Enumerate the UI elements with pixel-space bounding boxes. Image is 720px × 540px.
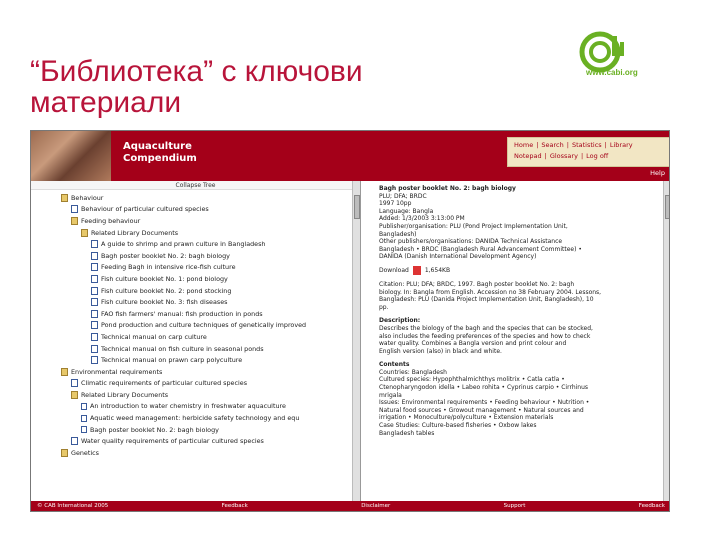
tree-item[interactable] bbox=[31, 320, 360, 332]
document-icon bbox=[91, 333, 98, 341]
tree-item-label: Environmental requirements bbox=[71, 367, 163, 376]
tree-item-label: Bagh poster booklet No. 2: bagh biology bbox=[90, 425, 219, 434]
tree-item-label: Feeding Bagh in intensive rice-fish culture bbox=[101, 263, 236, 272]
folder-icon bbox=[61, 368, 68, 376]
tree-item[interactable] bbox=[31, 343, 360, 355]
tree-item[interactable] bbox=[31, 412, 360, 424]
download-size[interactable]: 1,654KB bbox=[424, 266, 451, 274]
tree-item-label: Feeding behaviour bbox=[81, 216, 141, 225]
tree-item-label: Bagh poster booklet No. 2: bagh biology bbox=[101, 251, 230, 260]
citation-line: biology. In: Bangla from English. Accession no 38 February 2004. Lessons, bbox=[379, 288, 602, 296]
detail-scrollbar[interactable] bbox=[663, 181, 670, 503]
tree-item[interactable] bbox=[31, 273, 360, 285]
tree-item[interactable] bbox=[31, 354, 360, 366]
meta-line: Bangladesh) bbox=[379, 230, 417, 238]
detail-pane bbox=[371, 181, 670, 503]
description-text bbox=[379, 325, 663, 355]
document-icon bbox=[91, 310, 98, 318]
nav-home[interactable]: Home bbox=[514, 141, 534, 149]
meta-line: Bangladesh • BRDC (Bangladesh Rural Advancement Committee) • bbox=[379, 245, 582, 253]
app-banner bbox=[31, 131, 670, 181]
tree-item[interactable] bbox=[31, 447, 360, 459]
download-row bbox=[379, 266, 663, 275]
copyright: © CAB International 2005 bbox=[37, 503, 109, 509]
document-icon bbox=[71, 379, 78, 387]
tree-item[interactable] bbox=[31, 227, 360, 239]
meta-line: PLU; DFA; BRDC bbox=[379, 192, 427, 200]
nav-row-2: Notepad | Glossary | Log off bbox=[514, 152, 609, 160]
tree-item-label: Fish culture booklet No. 1: pond biology bbox=[101, 274, 228, 283]
document-icon bbox=[81, 415, 87, 422]
nav-logoff[interactable]: Log off bbox=[586, 152, 609, 160]
description-line: also includes the feeding preferences of the species and how to check bbox=[379, 332, 591, 340]
document-icon bbox=[91, 345, 98, 353]
tree-pane bbox=[31, 181, 361, 503]
contents-list bbox=[379, 369, 663, 437]
document-icon bbox=[81, 403, 87, 410]
description-line: English version (also) in black and white. bbox=[379, 347, 502, 355]
tree-item[interactable] bbox=[31, 366, 360, 378]
app-title bbox=[123, 141, 197, 165]
tree-item[interactable] bbox=[31, 389, 360, 401]
document-icon bbox=[91, 240, 98, 248]
tree-scrollbar[interactable] bbox=[352, 181, 360, 503]
app-screenshot bbox=[30, 130, 670, 512]
tree-item[interactable] bbox=[31, 215, 360, 227]
document-icon bbox=[91, 252, 98, 260]
status-feedback-1[interactable]: Feedback bbox=[221, 503, 248, 509]
description-line: water quality. Combines a Bangla version and print colour and bbox=[379, 340, 567, 348]
meta-line: Language: Bangla bbox=[379, 207, 434, 215]
citation-line: Citation: PLU; DFA; BRDC, 1997. Bagh poster booklet No. 2: bagh bbox=[379, 280, 575, 288]
citation-line: pp. bbox=[379, 303, 389, 311]
slide-title: “Библиотека” с ключови материали bbox=[30, 55, 363, 119]
tree-item-label: Behaviour of particular cultured species bbox=[81, 205, 209, 214]
tree-item-label: Technical manual on carp culture bbox=[101, 332, 207, 341]
folder-icon bbox=[71, 391, 78, 399]
nav-glossary[interactable]: Glossary bbox=[549, 152, 578, 160]
tree-view bbox=[31, 190, 360, 492]
tree-item[interactable] bbox=[31, 308, 360, 320]
tree-item[interactable] bbox=[31, 238, 360, 250]
download-label: Download bbox=[379, 266, 409, 274]
folder-icon bbox=[61, 449, 68, 457]
tree-item[interactable] bbox=[31, 401, 360, 413]
cabi-logo bbox=[552, 28, 672, 88]
tree-item-label: Pond production and culture techniques of genetically improved bbox=[101, 321, 307, 330]
document-meta bbox=[379, 193, 663, 261]
document-icon bbox=[91, 298, 98, 306]
tree-item-label: Water quality requirements of particular cultured species bbox=[81, 437, 264, 446]
folder-icon bbox=[81, 229, 88, 237]
banner-photo bbox=[31, 131, 111, 181]
status-disclaimer[interactable]: Disclaimer bbox=[361, 503, 391, 509]
document-icon bbox=[71, 205, 78, 213]
document-icon bbox=[91, 356, 98, 364]
nav-statistics[interactable]: Statistics bbox=[571, 141, 602, 149]
contents-line: Ctenopharyngodon idella • Labeo rohita • Cyprinus carpio • Cirrhinus bbox=[379, 384, 589, 392]
contents-line: Issues: Environmental requirements • Feeding behaviour • Nutrition • bbox=[379, 399, 590, 407]
tree-item-label: Technical manual on fish culture in seasonal ponds bbox=[101, 344, 264, 353]
tree-item[interactable] bbox=[31, 285, 360, 297]
contents-line: irrigation • Monoculture/polyculture • Extension materials bbox=[379, 414, 554, 422]
contents-line: mrigala bbox=[379, 391, 402, 399]
tree-item[interactable] bbox=[31, 204, 360, 216]
contents-line: Natural food sources • Growout management • Natural sources and bbox=[379, 406, 584, 414]
nav-notepad[interactable]: Notepad bbox=[514, 152, 542, 160]
tree-item[interactable] bbox=[31, 250, 360, 262]
folder-icon bbox=[71, 217, 78, 225]
document-icon bbox=[91, 275, 98, 283]
tree-item[interactable] bbox=[31, 378, 360, 390]
pdf-icon[interactable] bbox=[413, 266, 421, 275]
document-icon bbox=[71, 437, 78, 445]
meta-line: Added: 1/3/2003 3:13:00 PM bbox=[379, 215, 465, 223]
logo-url: www.cabi.org bbox=[586, 68, 638, 77]
contents-line: Case Studies: Culture-based fisheries • Oxbow lakes bbox=[379, 422, 537, 430]
citation bbox=[379, 281, 663, 311]
tree-item-label: An introduction to water chemistry in freshwater aquaculture bbox=[90, 402, 286, 411]
meta-line: DANIDA (Danish International Development Agency) bbox=[379, 253, 537, 261]
document-icon bbox=[81, 426, 87, 433]
tree-item-label: Related Library Documents bbox=[81, 390, 169, 399]
contents-heading: Contents bbox=[379, 361, 410, 369]
tree-item[interactable] bbox=[31, 331, 360, 343]
tree-item-label: Fish culture booklet No. 2: pond stocking bbox=[101, 286, 232, 295]
app-title-line1: Aquaculture bbox=[123, 141, 192, 152]
meta-line: Publisher/organisation: PLU (Pond Project Implementation Unit, bbox=[379, 222, 568, 230]
document-heading: Bagh poster booklet No. 2: bagh biology bbox=[379, 185, 516, 192]
meta-line: 1997 10pp bbox=[379, 200, 412, 208]
document-icon bbox=[91, 287, 98, 295]
tree-item[interactable] bbox=[31, 192, 360, 204]
detail-scroll-thumb[interactable] bbox=[665, 195, 670, 219]
contents-line: Cultured species: Hypophthalmichthys molitrix • Catla catla • bbox=[379, 376, 565, 384]
collapse-tree-button[interactable]: Collapse Tree bbox=[31, 181, 360, 190]
description-line: Describes the biology of the bagh and the species that can be stocked, bbox=[379, 324, 593, 332]
document-icon bbox=[91, 263, 98, 271]
tree-item[interactable] bbox=[31, 424, 360, 436]
contents-line: Bangladesh tables bbox=[379, 429, 435, 437]
top-nav bbox=[507, 137, 670, 167]
status-support[interactable]: Support bbox=[503, 503, 526, 509]
tree-item-label: Technical manual on prawn carp polyculture bbox=[101, 356, 243, 365]
document-icon bbox=[91, 321, 98, 329]
tree-item-label: Behaviour bbox=[71, 193, 104, 202]
nav-library[interactable]: Library bbox=[609, 141, 633, 149]
description-heading: Description: bbox=[379, 317, 421, 325]
tree-item[interactable] bbox=[31, 435, 360, 447]
nav-row-1: Home | Search | Statistics | Library bbox=[514, 141, 633, 149]
contents-line: Countries: Bangladesh bbox=[379, 368, 447, 376]
status-feedback-2[interactable]: Feedback bbox=[638, 503, 665, 509]
tree-scroll-thumb[interactable] bbox=[354, 195, 360, 219]
citation-line: Bangladesh: PLU (Danida Project Implementation Unit, Bangladesh), 10 bbox=[379, 296, 594, 304]
app-title-line2: Compendium bbox=[123, 153, 197, 164]
nav-search[interactable]: Search bbox=[541, 141, 564, 149]
tree-item-label: Related Library Documents bbox=[91, 228, 179, 237]
status-bar bbox=[31, 501, 670, 511]
tree-item-label: Fish culture booklet No. 3: fish diseases bbox=[101, 298, 228, 307]
meta-line: Other publishers/organisations: DANIDA Technical Assistance bbox=[379, 238, 563, 246]
tree-item-label: Aquatic weed management: herbicide safety technology and equ bbox=[90, 414, 300, 423]
help-link[interactable]: Help bbox=[650, 169, 665, 177]
folder-icon bbox=[61, 194, 68, 202]
tree-item[interactable] bbox=[31, 262, 360, 274]
tree-item-label: Genetics bbox=[71, 448, 99, 457]
tree-item[interactable] bbox=[31, 296, 360, 308]
tree-item-label: Climatic requirements of particular cultured species bbox=[81, 379, 248, 388]
tree-item-label: FAO fish farmers' manual: fish production in ponds bbox=[101, 309, 263, 318]
tree-item-label: A guide to shrimp and prawn culture in Bangladesh bbox=[101, 240, 266, 249]
